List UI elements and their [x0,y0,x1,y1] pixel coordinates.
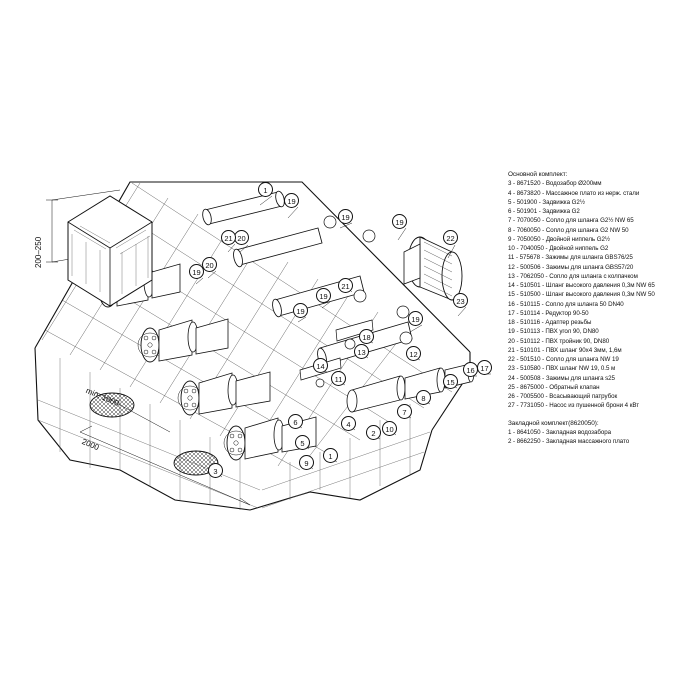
callout-marker: 19 [316,288,331,303]
callout-marker: 16 [463,362,478,377]
callout-marker: 15 [443,374,458,389]
legend-item: 4 - 8673820 - Массажное плато из нерж. стали [508,189,640,197]
callout-marker: 18 [359,329,374,344]
legend-item: 7 - 7070050 - Сопло для шланга G2½ NW 65 [508,217,634,225]
callout-marker: 9 [299,455,314,470]
callout-marker: 1 [258,182,273,197]
legend-item: 9 - 7050050 - Двойной ниппель G2½ [508,235,610,243]
legend-item: 2 - 8662250 - Закладная массажного плато [508,438,630,446]
parts-legend [508,170,698,447]
legend-item: 12 - 500506 - Зажимы для шланга GBS57/20 [508,263,634,271]
callout-marker: 8 [416,390,431,405]
legend-item: 8 - 7060050 - Сопло для шланга G2 NW 50 [508,226,629,234]
callout-marker: 3 [208,463,223,478]
legend-item: 27 - 7731050 - Насос из пушенной брони 4 кВт [508,402,640,410]
legend-item: 21 - 510101 - ПВХ шланг 90х4 3мм, 1,6м [508,346,622,354]
legend-item: 19 - 510113 - ПВХ угол 90, DN80 [508,328,599,336]
pump-unit [404,237,462,300]
legend-item: 26 - 7005500 - Всасывающий патрубок [508,393,618,401]
legend-item: 6 - 501901 - Задвижка G2 [508,208,580,216]
callout-marker: 17 [477,360,492,375]
callout-marker: 6 [288,414,303,429]
dimension-width-label: 2000 [80,437,101,453]
legend-item: 24 - 500508 - Зажимы для шланга s25 [508,374,615,382]
callout-marker: 21 [338,278,353,293]
legend-item: 15 - 510500 - Шланг высокого давления 0,3м NW 50 [508,291,655,299]
callout-marker: 20 [234,230,249,245]
callout-marker: 19 [293,303,308,318]
callout-marker: 7 [397,404,412,419]
dimension-min-label: min. 1000 [84,386,121,409]
legend-spacer [508,411,698,419]
legend-item: 18 - 510116 - Адаптер резьбы [508,319,592,327]
legend-item: 16 - 510115 - Сопло для шланга 50 DN40 [508,300,624,308]
callout-marker: 19 [408,311,423,326]
callout-marker: 20 [202,257,217,272]
legend-item: 25 - 8675000 - Обратный клапан [508,383,600,391]
legend-item: 13 - 7062050 - Сопло для шланга с колпачком [508,272,638,280]
legend-item: 3 - 8671520 - Водозабор Ø200мм [508,180,602,188]
legend-item: 23 - 510580 - ПВХ шланг NW 19, 0.5 м [508,365,616,373]
callout-marker: 10 [382,421,397,436]
callout-marker: 5 [295,435,310,450]
legend-item: 20 - 510112 - ПВХ тройник 90, DN80 [508,337,610,345]
callout-marker: 19 [284,193,299,208]
callout-marker: 19 [189,264,204,279]
legend-item: 14 - 510501 - Шланг высокого давления 0,3м NW 65 [508,282,655,290]
callout-marker: 13 [354,344,369,359]
legend-main-title: Основной комплект: [508,171,568,178]
legend-item: 17 - 510114 - Редуктор 90-50 [508,309,589,317]
callout-marker: 4 [341,416,356,431]
callout-marker: 21 [221,230,236,245]
legend-item: 10 - 7040050 - Двойной ниппель G2 [508,245,609,253]
callout-marker: 19 [338,209,353,224]
legend-embedded-title: Закладной комплект(8620050): [508,419,599,427]
callout-marker: 23 [453,293,468,308]
legend-item: 11 - 575678 - Зажимы для шланга GBS76/25 [508,254,633,262]
callout-marker: 14 [313,358,328,373]
callout-marker: 11 [331,371,346,386]
callout-marker: 1 [323,448,338,463]
dimension-height-label: 200–250 [34,236,43,268]
callout-marker: 12 [406,346,421,361]
callout-marker: 19 [392,214,407,229]
legend-item: 5 - 501900 - Задвижка G2½ [508,198,585,206]
legend-item: 1 - 8641050 - Закладная водозабора [508,429,612,437]
callout-marker: 22 [443,230,458,245]
legend-item: 22 - 501510 - Сопло для шланга NW 19 [508,356,619,364]
callout-marker: 2 [366,425,381,440]
